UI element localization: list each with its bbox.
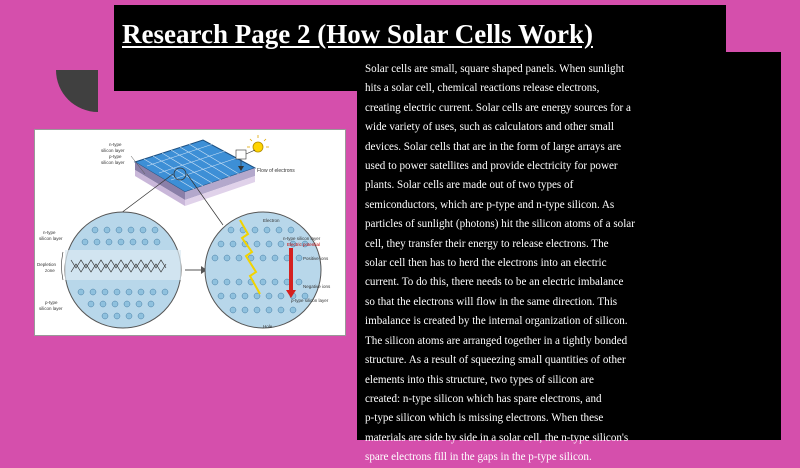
left-label-5: p-type [45, 300, 58, 305]
silicon-layer-magnified-right [205, 212, 321, 328]
arrow-right-icon [185, 266, 207, 274]
corner-decoration [56, 70, 98, 112]
body-line: wide variety of uses, such as calculators and other small [365, 121, 614, 134]
body-line: created: n-type silicon which has spare electrons, and [365, 392, 602, 405]
body-line: current. To do this, there needs to be an electric imbalance [365, 276, 624, 289]
right-label-4: Positive ions [303, 256, 329, 261]
right-label-2: n-type silicon layer [283, 236, 321, 241]
body-line: cell, they transfer their energy to release electrons. The [365, 237, 609, 250]
left-label-1: n-type [43, 230, 56, 235]
body-line: creating electric current. Solar cells are energy sources for a [365, 101, 631, 114]
left-label-2: silicon layer [39, 236, 63, 241]
solar-cell-diagram [34, 129, 346, 336]
body-line: so that the electrons will flow in the same direction. This [365, 295, 618, 308]
body-line: hits a solar cell, chemical reactions release electrons, [365, 82, 600, 95]
flow-label: Flow of electrons [257, 168, 295, 174]
right-label-5: Negative ions [303, 284, 331, 289]
body-line: materials are side by side in a solar cell, the n-type silicon's [365, 431, 629, 444]
right-label-6: p-type silicon layer [291, 298, 329, 303]
right-label-1: Electron [263, 218, 280, 223]
body-text [365, 60, 775, 468]
top-label-4: silicon layer [101, 160, 125, 165]
body-line: particles of sunlight (photons) hit the silicon atoms of a solar [365, 218, 635, 231]
body-line: structure. As a result of squeezing small quantities of other [365, 354, 626, 367]
body-line: The silicon atoms are arranged together in a tightly bonded [365, 334, 628, 347]
silicon-layer-magnified-left [65, 212, 181, 328]
body-line: Solar cells are small, square shaped panels. When sunlight [365, 63, 625, 75]
top-label-3: p-type [109, 154, 122, 159]
body-line: used to power satellites and provide electricity for power [365, 160, 618, 173]
left-label-6: silicon layer [39, 306, 63, 311]
light-bulb-icon [236, 135, 269, 171]
right-label-3: Electric potential [287, 242, 321, 247]
slide-title: Research Page 2 (How Solar Cells Work) [122, 19, 593, 49]
body-line: elements into this structure, two types of silicon are [365, 373, 594, 386]
left-label-4: zone [45, 268, 55, 273]
body-line: solar cell then has to herd the electrons into an electric [365, 257, 607, 270]
top-label-1: n-type [109, 142, 122, 147]
body-line: plants. Solar cells are made out of two types of [365, 179, 574, 192]
body-line: p-type silicon which is missing electrons. When these [365, 412, 604, 425]
body-line: spare electrons fill in the gaps in the p-type silicon. [365, 451, 592, 464]
body-line: devices. Solar cells that are in the form of large arrays are [365, 140, 622, 153]
body-text-box [357, 52, 781, 464]
body-line: semiconductors, which are p-type and n-type silicon. As [365, 198, 615, 211]
body-line: imbalance is created by the internal organization of silicon. [365, 315, 628, 328]
top-label-2: silicon layer [101, 148, 125, 153]
left-label-3: Depletion [37, 262, 57, 267]
right-label-7: Hole [263, 324, 273, 329]
